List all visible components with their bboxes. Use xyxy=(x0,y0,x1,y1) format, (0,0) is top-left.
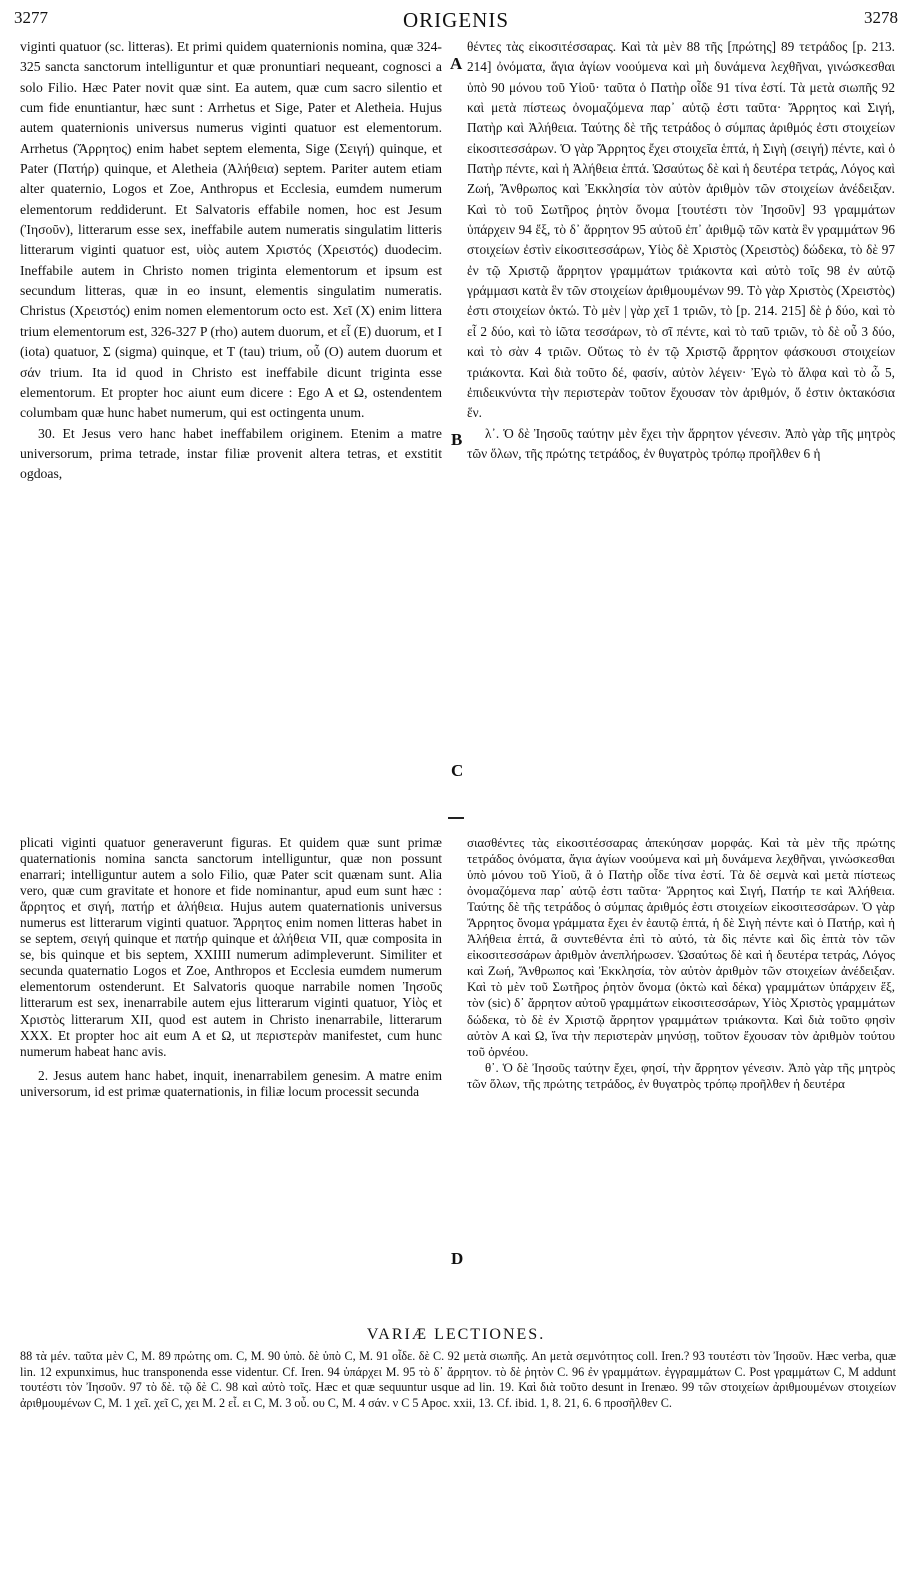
lower-greek-section-9: θ᾽. Ὁ δὲ Ἰησοῦς ταύτην ἔχει, φησί, τὴν ἄρρητον γένεσιν. Ἀπὸ γὰρ τῆς μητρὸς τῶν ὅλων, τῆς πρώτης τετράδος, ἐν θυγατρὸς τρόπῳ προῆλθεν ἡ δευτέρα xyxy=(467,1060,895,1091)
section-divider xyxy=(448,817,464,819)
upper-latin-section-30: 30. Et Jesus vero hanc habet ineffabilem originem. Etenim a matre universorum, prima tetrade, instar filiæ provenit altera tetras, et exstitit ogdoas, xyxy=(20,425,442,482)
marker-b: B xyxy=(451,430,463,449)
page-header xyxy=(14,8,898,34)
upper-latin-text: viginti quatuor (sc. litteras). Et primi quidem quaternionis nomina, quæ 324-325 sancta sanctorum intelliguntur et quæ pronuntiari nequeant, cognosci a solo Filio. Hæc Pater novit quæ sint. Ea autem, quæ cum sacro silentio et cum fide enuntiantur, hæc sunt : Arrhetus et Sige, Pater et Aletheia. Hujus autem quaternionis universus numerus viginti quatuor est elementorum. Arrhetus (Ἄρρητος) enim habet septem elementa, Sige (Σειγή) quinque, et Pater (Πατήρ) quinque, et Aletheia (Ἀλήθεια) septem. Pariter autem etiam alter quaternio, Logos et Zoe, Anthropus et Ecclesia, eumdem numerum elementorum reddiderunt. Et Salvatoris effabile nomen, hoc est Jesum (Ἰησοῦν), litterarum esse sex, ineffabile autem numeratis singulatim litteris litterarum viginti quatuor est, υἱὸς autem Χριστός (Χρειστός) duodecim. Ineffabile autem in Christo nomen triginta elementorum et ipsum est secundum litteras, quæ in eo insunt, elementis singulatim numeratis. Christus (Χρειστός) enim nomen elementorum octo est. Χεῖ (X) enim littera trium elementorum est, 326-327 P (rho) autem duorum, et εἶ (E) duorum, et I (iota) quatuor, Σ (sigma) quinque, et T (tau) trium, οὖ (O) autem duorum et σάν trium. Ita id quod in Christo est ineffabile dicunt triginta esse elementorum. Et propter hoc aiunt eum dicere : Ego A et Ω, ostendentem columbam quæ hunc habet numerum, qui est octingenta unum. xyxy=(20,39,442,421)
upper-greek-text: θέντες τὰς εἰκοσιτέσσαρας. Καὶ τὰ μὲν 88 τῆς [πρώτης] 89 τετράδος [p. 213. 214] ὀνόματα, ἅγια ἁγίων νοούμενα καὶ μὴ δυνάμενα λεχθῆναι, γινώσκεσθαι ὑπὸ 90 μόνου τοῦ Υἱοῦ· ταῦτα ὁ Πατὴρ οἶδε 91 τίνα ἐστί. Τὰ μετὰ σιωπῆς 92 καὶ μετὰ πίστεως ὀνομαζόμενα παρ᾽ αὐτῷ ἐστι ταῦτα· Ἄρρητος καὶ Σιγή, Πατὴρ καὶ Ἀλήθεια. Ταύτης δὲ τῆς τετράδος ὁ σύμπας ἀριθμός ἐστι στοιχείων εἰκοσιτεσσάρων. Ὁ γὰρ Ἄρρητος ἔχει στοιχεῖα ἑπτά, ἡ Σιγὴ (σειγή) πέντε, καὶ ὁ Πατὴρ πέντε, καὶ ἡ Ἀλήθεια ἑπτά. Ὡσαύτως δὲ καὶ ἡ δευτέρα τετράς, Λόγος καὶ Ζωή, Ἄνθρωπος καὶ Ἐκκλησία τὸν αὐτὸν ἀριθμὸν τῶν στοιχείων ἀνέδειξαν. Καὶ τὸ τοῦ Σωτῆρος ῥητὸν ὄνομα [τουτέστι τὸν Ἰησοῦν] 93 γραμμάτων ὑπάρχειν 94 ἕξ, τὸ δ᾽ ἄρρητον 95 αὐτοῦ ἐπ᾽ ἀριθμῷ τῶν κατὰ ἓν γραμμάτων 96 στοιχείων ἐστὶν εἰκοσιτεσσάρων, Υἱὸς δὲ Χριστὸς (Χρειστὸς) δώδεκα, τὸ δὲ 97 ἐν τῷ Χριστῷ ἄρρητον γραμμάτων τριάκοντα καὶ αὐτὸ τοῖς 98 ἐν αὐτῷ γράμμασι κατὰ ἓν τῶν στοιχείων ἀριθμουμένων 99. Τὸ γὰρ Χριστὸς (Χρειστὸς) ἐστι στοιχείων ὀκτώ. Τὸ μὲν | γὰρ χεῖ 1 τριῶν, τὸ [p. 214. 215] δὲ ῥ δύο, καὶ τὸ εἶ 2 δύο, καὶ τὸ ἰῶτα τεσσάρων, τὸ σῖ πέντε, καὶ τὸ ταῦ τριῶν, τὸ δὲ οὖ 3 δύο, καὶ τὸ σὰν 4 τριῶν. Οὕτως τὸ ἐν τῷ Χριστῷ ἄρρητον φάσκουσι στοιχείων τριάκοντα. Καὶ διὰ τοῦτο δέ, φασίν, αὐτὸν λέγειν· Ἐγὼ τὸ ἄλφα καὶ τὸ ὦ 5, ἐπιδεικνύντα τὴν περιστερὰν τοῦτον ἔχουσαν τὸν ἀριθμόν, ὅ ἐστιν ὀκτακόσια ἕν. xyxy=(467,39,895,421)
variae-lectiones-notes xyxy=(20,1349,896,1411)
lower-latin-column xyxy=(20,835,442,1305)
lower-greek-text: σιασθέντες τὰς εἰκοσιτέσσαρας ἀπεκύησαν μορφάς. Καὶ τὰ μὲν τῆς πρώτης τετράδος ὀνόματα, ἅγια ἁγίων νοούμενα καὶ μὴ δυνάμενα λεχθῆναι, γινώσκεσθαι ὑπὸ μόνου τοῦ Υἱοῦ, ἃ ὁ Πατὴρ οἶδε τίνα ἐστί. Τὰ δὲ σεμνὰ καὶ μετὰ πίστεως ὀνομαζόμενα παρ᾽ αὐτῷ ἐστι ταῦτα· Ἄρρητος καὶ Σιγή, Πατήρ τε καὶ Ἀλήθεια. Ταύτης δὲ τῆς τετράδος ὁ σύμπας ἀριθμός ἐστι στοιχείων εἰκοσιτεσσάρων. Ὁ γὰρ Ἄρρητος ὄνομα γράμματα ἔχει ἐν ἑαυτῷ ἑπτά, ἡ δὲ Σιγὴ πέντε καὶ ὁ Πατήρ, καὶ ἡ Ἀλήθεια ἑπτά, ἃ συντεθέντα ἐπὶ τὸ αὐτό, τὰ δὶς πέντε καὶ δὶς ἑπτὰ τὸν τῶν εἰκοσιτεσσάρων ἀριθμὸν ἀνεπλήρωσεν. Ὡσαύτως δὲ καὶ ἡ δευτέρα τετράς, Λόγος καὶ Ζωή, Ἄνθρωπος καὶ Ἐκκλησία, τὸν αὐτὸν ἀριθμὸν τῶν στοιχείων ἀνέδειξαν. Καὶ τὸ μὲν τοῦ Σωτῆρος ῥητὸν ὄνομα (ὀκτὼ καὶ δέκα) γραμμάτων ὑπάρχειν ἕξ, τὸν (sic) δ᾽ ἄρρητον αὐτοῦ γραμμάτων εἰκοσιτεσσάρων, Υἱὸς Χριστὸς γραμμάτων δώδεκα, τὸ δὲ ἐν Χριστῷ ἄρρητον γραμμάτων τριάκοντα. Καὶ διὰ τοῦτο φησὶν αὐτὸν Α καὶ Ω, ἵνα τὴν περιστερὰν μηνύσῃ, τοῦτον ἔχουσαν τὸν ἀριθμὸν τούτου τοῦ ὀρνέου. xyxy=(467,836,895,1059)
running-title: ORIGENIS xyxy=(403,8,509,32)
variae-lectiones-heading: VARIÆ LECTIONES. xyxy=(366,1326,546,1343)
lower-greek-column xyxy=(467,835,895,1305)
page-number-right: 3278 xyxy=(864,8,898,27)
page-number-left: 3277 xyxy=(14,8,48,27)
marker-a: A xyxy=(450,54,463,73)
upper-greek-column xyxy=(467,37,895,811)
lower-latin-text: plicati viginti quatuor generaverunt figuras. Et quidem quæ sunt primæ quaternationis nomina sancta sanctorum intelliguntur, quæ non possunt enarrari; intelliguntur autem a solo Filio, quæ Pater scit quænam sunt. Alia vero, quæ cum gravitate et honore et fide nominantur, apud eum sunt hæc : ἄρρητος et σιγή, πατήρ et ἀλήθεια. Hujus autem quaternationis universus numerus est litterarum viginti quatuor. Ἄρρητος enim nomen litteras habet in se septem, σειγή quinque et πατήρ quinque et ἀλήθεια VII, quæ composita in se, bis quinque et bis septem, XXIIII numerum adimpleverunt. Similiter et secunda quaternatio Logos et Zoe, Anthropos et Ecclesia eumdem numerum elementorum ostenderunt. Et Salvatoris quoque narrabile nomen Ἰησοῦς litterarum est sex, inenarrabile autem ejus litterarum viginti quatuor, Υἱὸς et Χριστὸς litterarum XII, quod est autem in Christo inenarrabile, litterarum XXX. Et propter hoc ait eum A et Ω, ut περιστερὰν manifestet, cum hunc numerum habeat hanc avis. xyxy=(20,835,442,1059)
marker-d: D xyxy=(451,1249,464,1268)
lower-latin-section-2: 2. Jesus autem hanc habet, inquit, inenarrabilem genesim. A matre enim universorum, id est primæ quaternationis, in filiæ locum processit secunda xyxy=(20,1067,442,1099)
variae-lectiones-text: 88 τὰ μέν. ταῦτα μὲν C, M. 89 πρώτης om. C, M. 90 ὑπὸ. δὲ ὑπὸ C, M. 91 οἶδε. δὲ C. 92 μετὰ σιωπῆς. An μετὰ σεμνότητος coll. Iren.? 93 τουτέστι τὸν Ἰησοῦν. Hæc verba, quæ lin. 12 expunximus, huc transponenda esse videntur. Cf. Iren. 94 ὑπάρχει M. 95 τὸ δ᾽ ἄρρητον. τὸ δὲ ῥητὸν C. 96 ἐν γραμμάτων. ἐγγραμμάτων C. Post γραμμάτων C, M addunt τουτέστι τὸν Ἰησοῦν. 97 τὸ δὲ. τῷ δὲ C. 98 καὶ αὐτὸ τοῖς. Hæc et quæ sequuntur usque ad lin. 19. Καὶ διὰ τοῦτο desunt in Irenæo. 99 τῶν στοιχείων ἀριθμουμένων στοιχείων ἀριθμουμένων C, M. 1 χεῖ. χεῖ C, χει M. 2 εἶ. ει C, M. 3 οὖ. ου C, M. 4 σάν. ν C 5 Apoc. xxii, 13. Cf. ibid. 1, 8. 21, 6. 6 προσῆλθεν C. xyxy=(20,1349,896,1410)
upper-latin-column xyxy=(20,37,442,733)
marker-c: C xyxy=(451,761,464,780)
upper-greek-section-30: λ᾽. Ὁ δὲ Ἰησοῦς ταύτην μὲν ἔχει τὴν ἄρρητον γένεσιν. Ἀπὸ γὰρ τῆς μητρὸς τῶν ὅλων, τῆς πρώτης τετράδος, ἐν θυγατρὸς τρόπῳ προῆλθεν 6 ἡ xyxy=(467,425,895,461)
